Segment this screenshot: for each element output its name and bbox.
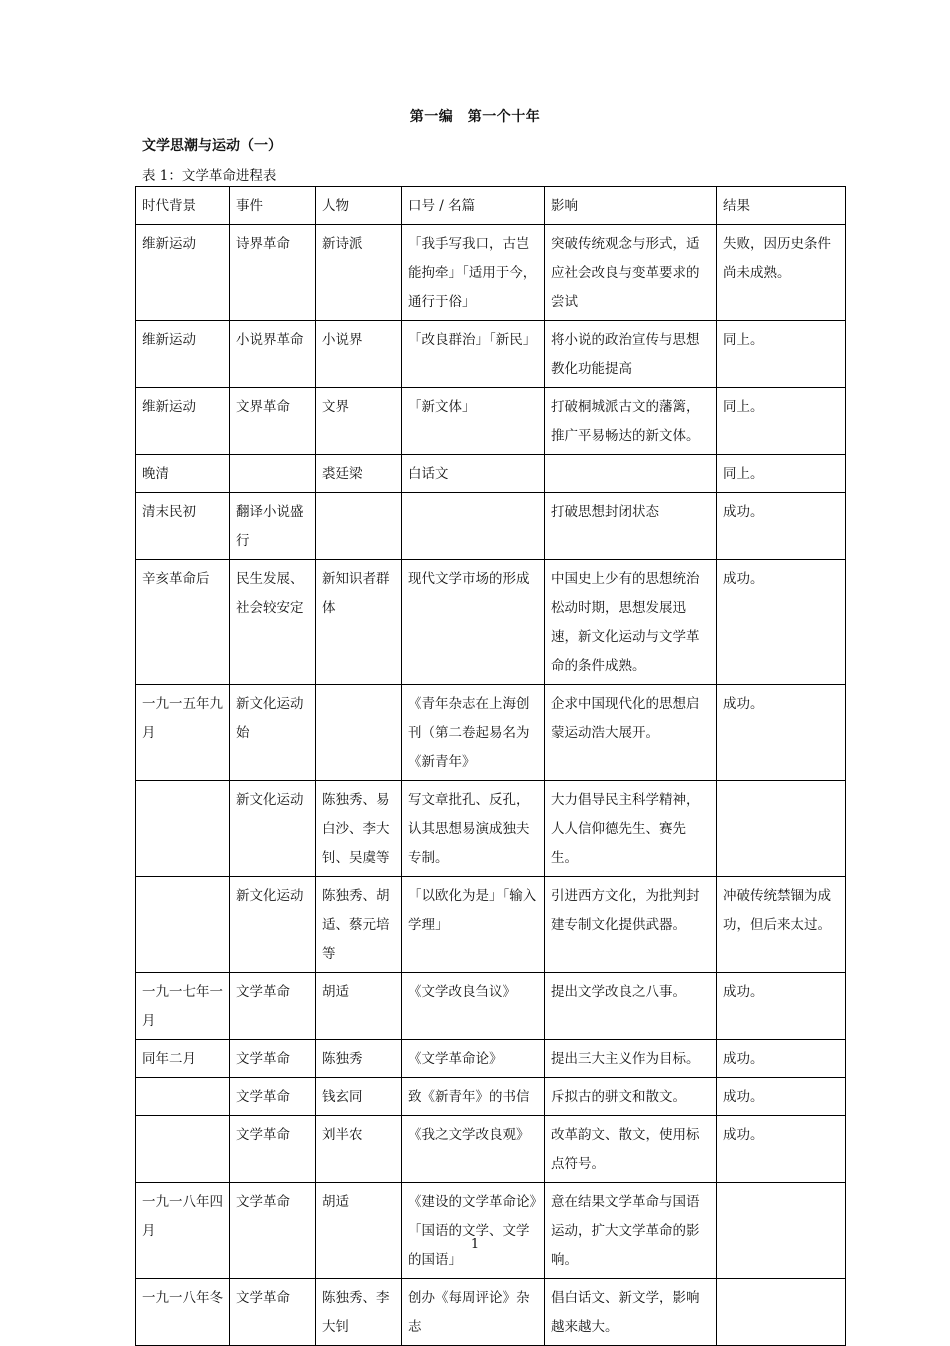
cell-era [136,1078,230,1116]
cell-influence: 将小说的政治宣传与思想教化功能提高 [545,321,717,388]
cell-result: 同上。 [717,321,846,388]
cell-person: 新知识者群体 [316,560,402,685]
cell-era: 一九一八年冬 [136,1279,230,1346]
cell-slogan: 创办《每周评论》杂志 [402,1279,545,1346]
cell-event: 小说界革命 [230,321,316,388]
cell-slogan: 《青年杂志在上海创刊（第二卷起易名为《新青年》 [402,685,545,781]
cell-influence: 斥拟古的骈文和散文。 [545,1078,717,1116]
cell-slogan: 《文学革命论》 [402,1040,545,1078]
cell-person [316,493,402,560]
cell-event: 民生发展、社会较安定 [230,560,316,685]
cell-slogan: 《建设的文学革命论》「国语的文学、文学的国语」 [402,1183,545,1279]
cell-slogan: 白话文 [402,455,545,493]
cell-result: 成功。 [717,493,846,560]
cell-era [136,781,230,877]
cell-event [230,455,316,493]
cell-result [717,1183,846,1279]
cell-era: 一九一八年四月 [136,1183,230,1279]
cell-era: 维新运动 [136,321,230,388]
cell-influence: 突破传统观念与形式，适应社会改良与变革要求的尝试 [545,225,717,321]
cell-influence: 引进西方文化，为批判封建专制文化提供武器。 [545,877,717,973]
header-person: 人物 [316,187,402,225]
cell-era: 清末民初 [136,493,230,560]
table-row [136,321,846,388]
cell-influence: 倡白话文、新文学，影响越来越大。 [545,1279,717,1346]
cell-person: 胡适 [316,973,402,1040]
cell-result: 同上。 [717,388,846,455]
cell-person: 胡适 [316,1183,402,1279]
header-influence: 影响 [545,187,717,225]
revolution-progress-table [135,186,846,1346]
cell-person: 钱玄同 [316,1078,402,1116]
cell-slogan: 「新文体」 [402,388,545,455]
cell-event: 文学革命 [230,1183,316,1279]
cell-event: 文学革命 [230,1078,316,1116]
cell-era: 维新运动 [136,225,230,321]
cell-event: 诗界革命 [230,225,316,321]
cell-person: 裘廷梁 [316,455,402,493]
cell-result: 冲破传统禁锢为成功，但后来太过。 [717,877,846,973]
cell-person: 陈独秀 [316,1040,402,1078]
cell-person: 刘半农 [316,1116,402,1183]
cell-event: 翻译小说盛行 [230,493,316,560]
cell-era: 晚清 [136,455,230,493]
cell-influence: 提出文学改良之八事。 [545,973,717,1040]
cell-person: 陈独秀、胡适、蔡元培等 [316,877,402,973]
cell-influence: 打破思想封闭状态 [545,493,717,560]
cell-person [316,685,402,781]
table-row [136,1078,846,1116]
cell-event: 新文化运动始 [230,685,316,781]
cell-person: 文界 [316,388,402,455]
table-row [136,1116,846,1183]
cell-person: 新诗派 [316,225,402,321]
cell-influence [545,455,717,493]
table-header-row [136,187,846,225]
table-caption: 表 1：文学革命进程表 [142,168,277,184]
cell-slogan: 「以欧化为是」「输入学理」 [402,877,545,973]
cell-era: 一九一七年一月 [136,973,230,1040]
cell-person: 陈独秀、易白沙、李大钊、吴虞等 [316,781,402,877]
table-row [136,1040,846,1078]
cell-result: 同上。 [717,455,846,493]
table-row [136,685,846,781]
header-event: 事件 [230,187,316,225]
cell-result: 成功。 [717,560,846,685]
table-body [136,225,846,1346]
cell-era: 辛亥革命后 [136,560,230,685]
cell-result: 成功。 [717,685,846,781]
cell-influence: 提出三大主义作为目标。 [545,1040,717,1078]
table-row [136,493,846,560]
cell-influence: 打破桐城派古文的藩篱，推广平易畅达的新文体。 [545,388,717,455]
table-row [136,560,846,685]
cell-event: 文学革命 [230,973,316,1040]
cell-influence: 企求中国现代化的思想启蒙运动浩大展开。 [545,685,717,781]
cell-slogan: 《文学改良刍议》 [402,973,545,1040]
table-row [136,225,846,321]
cell-era [136,877,230,973]
cell-era: 同年二月 [136,1040,230,1078]
cell-event: 新文化运动 [230,877,316,973]
page-number: 1 [470,1237,480,1252]
cell-result [717,781,846,877]
cell-influence: 改革韵文、散文，使用标点符号。 [545,1116,717,1183]
cell-result: 成功。 [717,1078,846,1116]
table-row [136,973,846,1040]
cell-event: 文学革命 [230,1040,316,1078]
header-era: 时代背景 [136,187,230,225]
cell-influence: 意在结果文学革命与国语运动，扩大文学革命的影响。 [545,1183,717,1279]
cell-era: 维新运动 [136,388,230,455]
cell-slogan: 现代文学市场的形成 [402,560,545,685]
section-title: 文学思潮与运动（一） [142,138,282,154]
header-slogan: 口号 / 名篇 [402,187,545,225]
table-row [136,1183,846,1279]
cell-influence: 大力倡导民主科学精神，人人信仰德先生、赛先生。 [545,781,717,877]
cell-event: 新文化运动 [230,781,316,877]
cell-slogan: 《我之文学改良观》 [402,1116,545,1183]
cell-person: 小说界 [316,321,402,388]
table-row [136,1279,846,1346]
cell-event: 文学革命 [230,1116,316,1183]
cell-influence: 中国史上少有的思想统治松动时期，思想发展迅速，新文化运动与文学革命的条件成熟。 [545,560,717,685]
cell-result: 成功。 [717,1116,846,1183]
cell-slogan: 「我手写我口，古岂能拘牵」「适用于今，通行于俗」 [402,225,545,321]
table-row [136,455,846,493]
cell-era [136,1116,230,1183]
cell-slogan [402,493,545,560]
cell-result [717,1279,846,1346]
cell-result: 成功。 [717,1040,846,1078]
table-row [136,877,846,973]
table-row [136,388,846,455]
cell-event: 文界革命 [230,388,316,455]
cell-era: 一九一五年九月 [136,685,230,781]
cell-result: 失败，因历史条件尚未成熟。 [717,225,846,321]
cell-result: 成功。 [717,973,846,1040]
cell-event: 文学革命 [230,1279,316,1346]
cell-slogan: 致《新青年》的书信 [402,1078,545,1116]
table-row [136,781,846,877]
cell-person: 陈独秀、李大钊 [316,1279,402,1346]
page-title: 第一编 第一个十年 [409,109,541,125]
cell-slogan: 写文章批孔、反孔，认其思想易演成独夫专制。 [402,781,545,877]
header-result: 结果 [717,187,846,225]
cell-slogan: 「改良群治」「新民」 [402,321,545,388]
